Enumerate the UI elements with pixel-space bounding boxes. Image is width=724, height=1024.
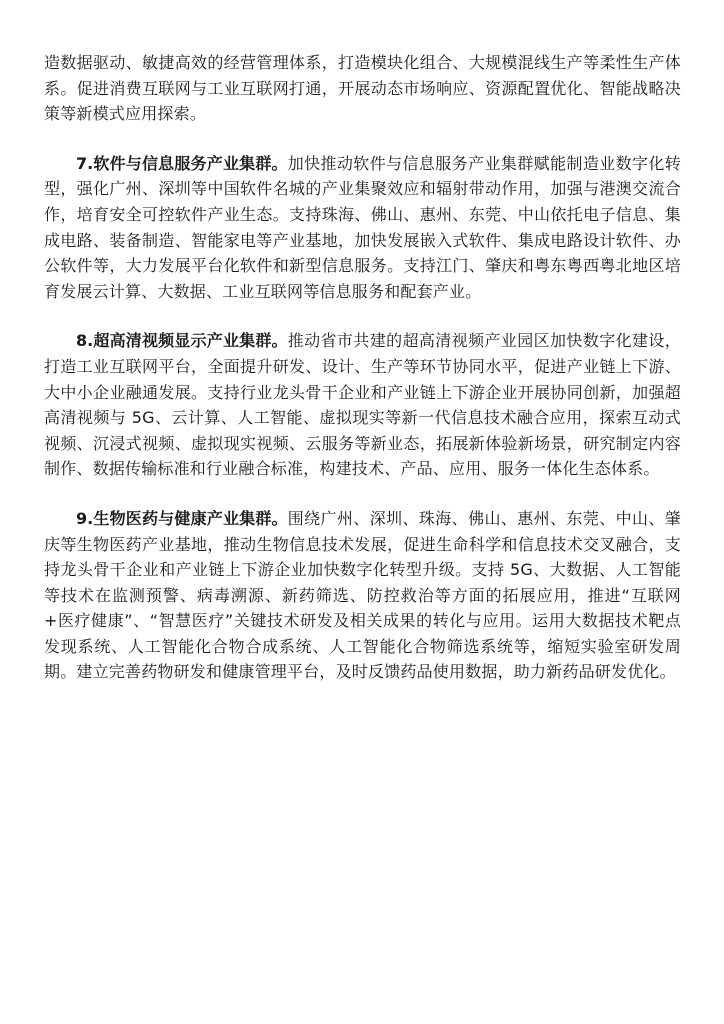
- section-heading: 7.软件与信息服务产业集群。: [76, 153, 288, 173]
- section-heading: 9.生物医药与健康产业集群。: [76, 508, 288, 528]
- section-biomedicine-health: [44, 506, 681, 685]
- intro-paragraph: 造数据驱动、敏捷高效的经营管理体系，打造模块化组合、大规模混线生产等柔性生产体系。促进消费互联网与工业互联网打通，开展动态市场响应、资源配置优化、智能战略决策等新模式应用探索。: [44, 53, 681, 124]
- section-heading: 8.超高清视频显示产业集群。: [76, 331, 288, 351]
- section-body: 推动省市共建的超高清视频产业园区加快数字化建设，打造工业互联网平台，全面提升研发、设计、生产等环节协同水平，促进产业链上下游、大中小企业融通发展。支持行业龙头骨干企业和产业链上下游企业开展协同创新，加强超高清视频与 5G、云计算、人工智能、虚拟现实等新一代信息技术融合应用，探索互动式视频、沉浸式视频、虚拟现实视频、云服务等新业态，拓展新体验新场景，研究制定内容制作、数据传输标准和行业融合标准，构建技术、产品、应用、服务一体化生态体系。: [44, 331, 681, 479]
- document-page: [44, 50, 681, 685]
- section-body: 围绕广州、深圳、珠海、佛山、惠州、东莞、中山、肇庆等生物医药产业基地，推动生物信息技术发展，促进生命科学和信息技术交叉融合，支持龙头骨干企业和产业链上下游企业加快数字化转型升级。支持 5G、大数据、人工智能等技术在监测预警、病毒溯源、新药筛选、防控救治等方面的拓展应用，推进“互联网+医疗健康”、“智慧医疗”关键技术研发及相关成果的转化与应用。运用大数据技术靶点发现系统、人工智能化合物合成系统、人工智能化合物筛选系统等，缩短实验室研发周期。建立完善药物研发和健康管理平台，及时反馈药品使用数据，助力新药品研发优化。: [44, 508, 681, 682]
- section-software-info-services: [44, 151, 681, 305]
- section-body: 加快推动软件与信息服务产业集群赋能制造业数字化转型，强化广州、深圳等中国软件名城的产业集聚效应和辐射带动作用，加强与港澳交流合作，培育安全可控软件产业生态。支持珠海、佛山、惠州、东莞、中山依托电子信息、集成电路、装备制造、智能家电等产业基地，加快发展嵌入式软件、集成电路设计软件、办公软件等，大力发展平台化软件和新型信息服务。支持江门、肇庆和粤东粤西粤北地区培育发展云计算、大数据、工业互联网等信息服务和配套产业。: [44, 153, 681, 301]
- section-uhd-video-display: [44, 328, 681, 482]
